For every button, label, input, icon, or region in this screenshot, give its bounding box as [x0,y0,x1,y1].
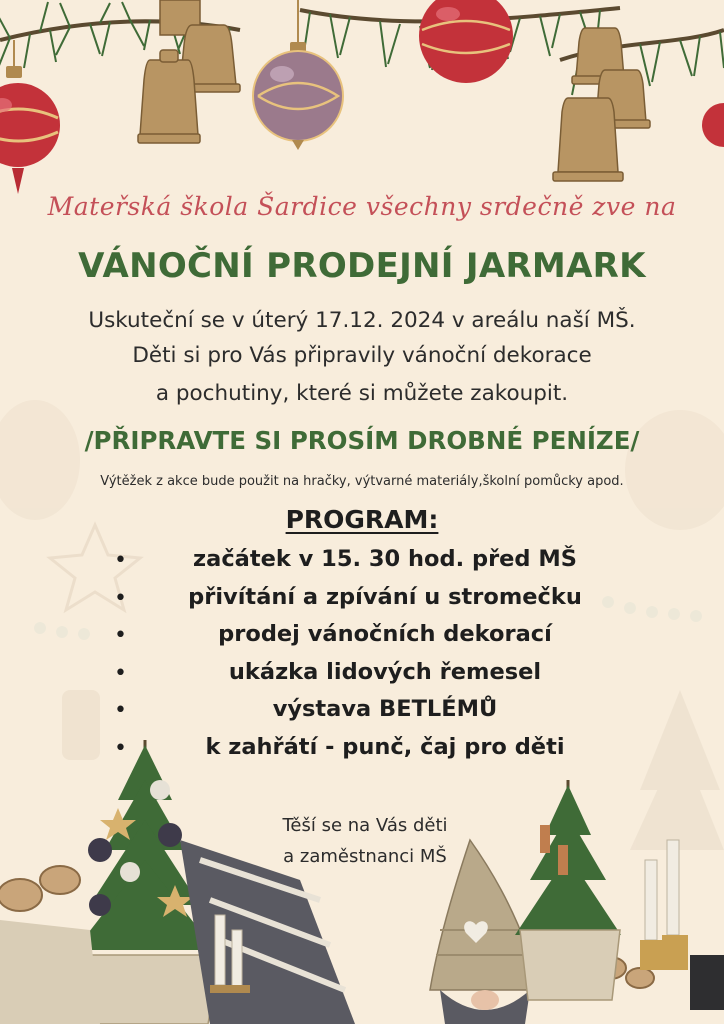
red-ornament-top [419,0,513,83]
program-item-text: k zahřátí - punč, čaj pro děti [205,733,565,760]
program-item-text: přivítání a zpívání u stromečku [188,583,582,610]
proceeds-note: Výtěžek z akce bude použit na hračky, výtvarné materiály,školní pomůcky apod. [100,474,624,489]
bullet-icon: • [114,660,127,686]
bullet-icon: • [114,698,127,723]
description-line-1: Uskuteční se v úterý 17.12. 2024 v areálu naší MŠ. [88,308,636,333]
program-item [0,584,724,622]
program-list [0,546,724,771]
program-item-text: začátek v 15. 30 hod. před MŠ [193,546,577,572]
event-title: VÁNOČNÍ PRODEJNÍ JARMARK [78,246,646,286]
purple-ornament [253,0,343,150]
closing-line-2: a zaměstnanci MŠ [283,846,447,867]
description-line-2: Děti si pro Vás připravily vánoční dekorace [132,343,592,368]
closing-line-1: Těší se na Vás děti [282,815,448,836]
red-ornament-right [702,103,724,147]
description-line-3: a pochutiny, které si můžete zakoupit. [155,381,569,406]
notice-bring-change: /PŘIPRAVTE SI PROSÍM DROBNÉ PENÍZE/ [84,426,640,455]
program-item-text: ukázka lidových řemesel [228,658,542,685]
program-item [0,696,724,734]
bullet-icon: • [114,735,127,761]
program-item [0,621,724,659]
christmas-tree-right [515,780,621,1000]
program-item [0,659,724,697]
program-heading-text: PROGRAM: [285,505,439,534]
program-item [0,734,724,772]
plant-pot-left [80,955,220,1024]
program-heading [0,505,724,534]
program-item-text: prodej vánočních dekorací [218,621,552,647]
invitation-line: Mateřská škola Šardice všechny srdečně zve na [47,192,677,221]
bullet-icon: • [114,585,127,611]
red-ornament-left [0,40,60,194]
program-item [0,546,724,584]
bullet-icon: • [114,623,127,648]
program-item-text: výstava BETLÉMŮ [272,696,498,722]
bullet-icon: • [114,548,127,573]
faint-basket [0,400,80,520]
